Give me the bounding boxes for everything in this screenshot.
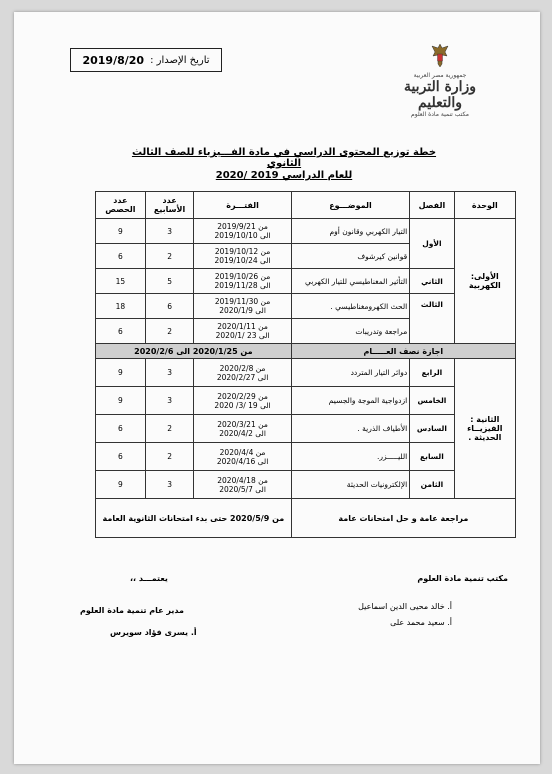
period-cell xyxy=(194,471,291,499)
period-to: الى 23 /2020/1 xyxy=(215,331,270,340)
topic-cell: ازدواجية الموجة والجسيم xyxy=(291,387,409,415)
lessons-cell: 9 xyxy=(96,219,146,244)
period-to: الى 2019/10/10 xyxy=(214,231,271,240)
lessons-cell: 6 xyxy=(96,415,146,443)
ministry-name: وزارة التربية والتعليم xyxy=(403,79,477,111)
period-from: من 2020/4/18 xyxy=(217,475,268,485)
period-from: من 2020/2/8 xyxy=(219,363,266,373)
chapter-cell: الخامس xyxy=(410,387,454,415)
weeks-cell: 3 xyxy=(145,387,194,415)
signature-office: مكتب تنمية مادة العلوم xyxy=(417,574,508,583)
topic-cell: التأثير المغناطيسي للتيار الكهربي xyxy=(291,269,409,294)
weeks-cell: 3 xyxy=(145,219,194,244)
period-from: من 2020/3/21 xyxy=(217,419,268,429)
signature-member-2: أ. سعيد محمد على xyxy=(390,618,452,627)
period-cell xyxy=(194,387,291,415)
lessons-cell: 9 xyxy=(96,471,146,499)
weeks-cell: 3 xyxy=(145,359,194,387)
lessons-cell: 9 xyxy=(96,387,146,415)
period-from: من 2020/2/29 xyxy=(217,391,268,401)
final-dates: من 2020/5/9 حتى بدء امتحانات الثانوية العامة xyxy=(96,499,292,538)
unit-cell: الأولى: الكهربية xyxy=(454,219,515,344)
topic-cell: الحث الكهرومغناطيسي . xyxy=(291,294,409,319)
period-cell xyxy=(194,244,291,269)
period-from: من 2020/4/4 xyxy=(219,447,266,457)
table-row xyxy=(96,269,516,294)
lessons-cell: 15 xyxy=(96,269,146,294)
document-title: خطة توزيع المحتوى الدراسي في مادة الفـــيزياء للصف الثالث الثانوي xyxy=(131,147,437,169)
chapter-cell: السابع xyxy=(410,443,454,471)
period-to: الى 2020/4/2 xyxy=(219,428,266,438)
period-cell xyxy=(194,359,291,387)
topic-cell: الليـــــزر. xyxy=(291,443,409,471)
period-from: من 2020/1/11 xyxy=(217,322,268,331)
break-label: اجازة نصف العـــــام xyxy=(291,344,515,359)
chapter-cell: الثامن xyxy=(410,471,454,499)
period-to: الى 2019/11/28 xyxy=(214,281,271,290)
ministry-country: جمهورية مصر العربية xyxy=(413,72,467,79)
director-title: مدير عام تنمية مادة العلوم xyxy=(80,606,184,615)
final-review-row xyxy=(96,499,516,538)
table-row xyxy=(96,415,516,443)
table-row xyxy=(96,294,516,319)
topic-cell: الأطياف الذرية . xyxy=(291,415,409,443)
period-cell xyxy=(194,415,291,443)
table-header-row xyxy=(96,192,516,219)
table-row xyxy=(96,443,516,471)
topic-cell: قوانين كيرشوف xyxy=(291,244,409,269)
issue-date-box xyxy=(70,48,222,72)
period-to: الى 19 /3/ 2020 xyxy=(214,400,271,410)
issue-label: تاريخ الإصدار : xyxy=(150,54,210,66)
period-cell xyxy=(194,294,291,319)
topic-cell: دوائر التيار المتردد xyxy=(291,359,409,387)
header-lessons: عدد الحصص xyxy=(96,192,146,219)
period-cell xyxy=(194,443,291,471)
break-dates: من 2020/1/25 الى 2020/2/6 xyxy=(96,344,292,359)
chapter-cell: الثالث xyxy=(410,294,454,344)
period-from: من 2019/10/12 xyxy=(214,247,271,256)
office-name: مكتب تنمية مادة العلوم xyxy=(411,111,469,118)
period-to: الى 2020/4/16 xyxy=(216,456,269,466)
chapter-cell: السادس xyxy=(410,415,454,443)
weeks-cell: 2 xyxy=(145,443,194,471)
lessons-cell: 6 xyxy=(96,443,146,471)
period-cell xyxy=(194,219,291,244)
period-from: من 2019/11/30 xyxy=(214,297,271,306)
period-from: من 2019/10/26 xyxy=(214,272,271,281)
lessons-cell: 18 xyxy=(96,294,146,319)
period-from: من 2019/9/21 xyxy=(217,222,268,231)
lessons-cell: 9 xyxy=(96,359,146,387)
topic-cell: الإلكترونيات الحديثة xyxy=(291,471,409,499)
issue-date: 2019/8/20 xyxy=(82,53,145,67)
table-row xyxy=(96,219,516,244)
weeks-cell: 3 xyxy=(145,471,194,499)
topic-cell: التيار الكهربي وقانون أوم xyxy=(291,219,409,244)
lessons-cell: 6 xyxy=(96,244,146,269)
lessons-cell: 6 xyxy=(96,319,146,344)
header-period: الفتـــرة xyxy=(194,192,291,219)
period-cell xyxy=(194,319,291,344)
weeks-cell: 5 xyxy=(145,269,194,294)
director-name: أ. يسرى فؤاد سويرس xyxy=(110,628,197,637)
header-unit: الوحدة xyxy=(454,192,515,219)
header-chapter: الفصل xyxy=(410,192,454,219)
period-to: الى 2020/5/7 xyxy=(219,484,266,494)
header-weeks: عدد الأسابيع xyxy=(145,192,194,219)
academic-year: للعام الدراسي 2019 /2020 xyxy=(215,170,353,181)
content-plan-table xyxy=(95,191,516,538)
table-row xyxy=(96,387,516,415)
weeks-cell: 6 xyxy=(145,294,194,319)
midyear-break-row xyxy=(96,344,516,359)
weeks-cell: 2 xyxy=(145,319,194,344)
table-row xyxy=(96,359,516,387)
approval-label: يعتمـــد ،، xyxy=(130,574,168,583)
chapter-cell: الثاني xyxy=(410,269,454,294)
ministry-logo xyxy=(380,42,500,118)
topic-cell: مراجعة وتدريبات xyxy=(291,319,409,344)
period-to: الى 2019/10/24 xyxy=(214,256,271,265)
weeks-cell: 2 xyxy=(145,244,194,269)
table-row xyxy=(96,471,516,499)
eagle-emblem-icon xyxy=(429,42,451,68)
chapter-cell: الرابع xyxy=(410,359,454,387)
final-label: مراجعة عامة و حل امتحانات عامة xyxy=(291,499,515,538)
period-cell xyxy=(194,269,291,294)
weeks-cell: 2 xyxy=(145,415,194,443)
period-to: الى 2020/2/27 xyxy=(216,372,269,382)
signature-member-1: أ. خالد محيى الدين اسماعيل xyxy=(358,602,452,611)
header-topic: الموضـــوع xyxy=(291,192,409,219)
unit-cell: الثانية : الفيزيــاء الحديثة . xyxy=(454,359,515,499)
period-to: الى 2020/1/9 xyxy=(219,306,266,315)
chapter-cell: الأول xyxy=(410,219,454,269)
